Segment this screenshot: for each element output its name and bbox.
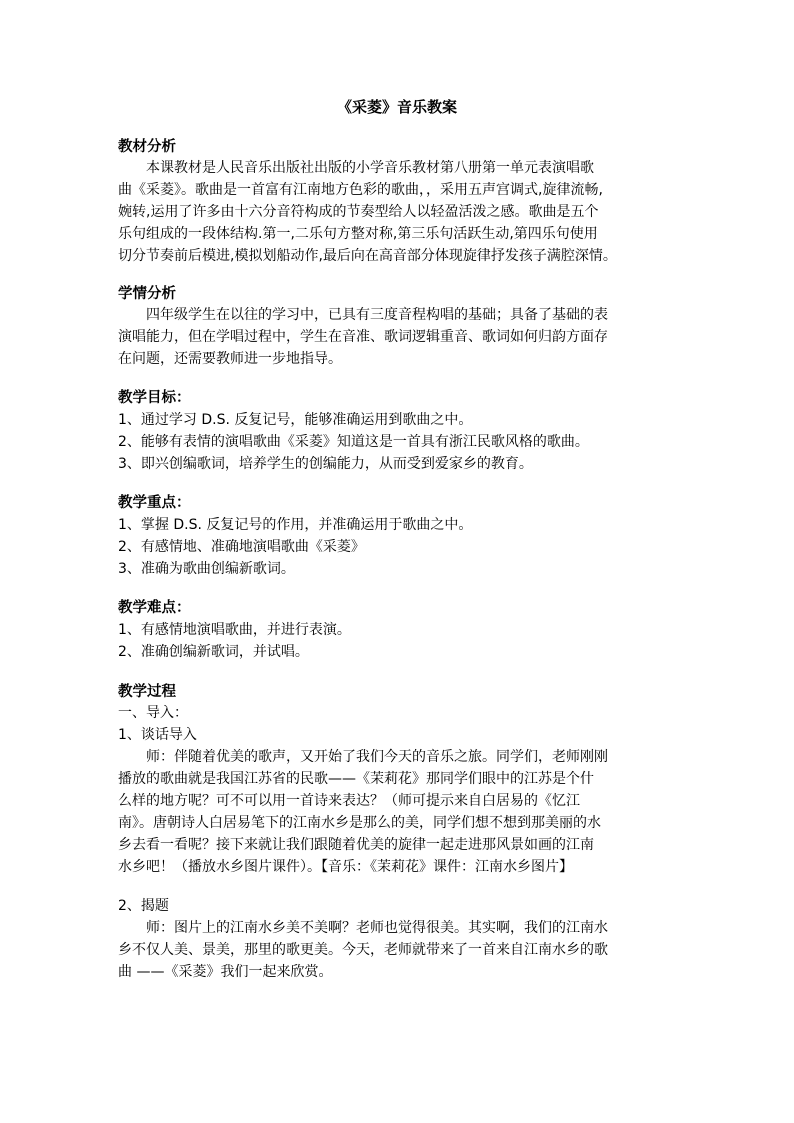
textbook-analysis-line: 婉转,运用了许多由十六分音符构成的节奏型给人以轻盈活泼之感。歌曲是五个 <box>118 204 599 220</box>
textbook-analysis-line: 乐句组成的一段体结构.第一,二乐句方整对称,第三乐句活跃生动,第四乐句使用 <box>118 226 598 242</box>
heading-student-analysis: 学情分析 <box>118 286 176 302</box>
teaching-focus-item: 2、有感情地、准确地演唱歌曲《采菱》 <box>118 539 365 555</box>
student-analysis-line: 在问题，还需要教师进一步地指导。 <box>118 351 342 367</box>
process-reveal-line: 乡不仅人美、景美，那里的歌更美。今天，老师就带来了一首来自江南水乡的歌 <box>118 942 608 958</box>
teaching-goal-item: 3、即兴创编歌词，培养学生的创编能力，从而受到爱家乡的教育。 <box>118 456 533 472</box>
document-title: 《采菱》音乐教案 <box>336 98 457 116</box>
process-intro-line: 播放的歌曲就是我国江苏省的民歌——《茉莉花》那同学们眼中的江苏是个什 <box>118 771 594 787</box>
teaching-focus-item: 3、准确为歌曲创编新歌词。 <box>118 561 295 577</box>
process-intro-line: 南》。唐朝诗人白居易笔下的江南水乡是那么的美，同学们想不想到那美丽的水 <box>118 815 601 831</box>
textbook-analysis-line: 曲《采菱》。歌曲是一首富有江南地方色彩的歌曲，，采用五声宫调式,旋律流畅, <box>118 182 603 198</box>
teaching-difficulty-item: 2、准确创编新歌词，并试唱。 <box>118 644 309 660</box>
teaching-goal-item: 1、通过学习 D.S. 反复记号，能够准确运用到歌曲之中。 <box>118 412 473 428</box>
process-subheading: 2、揭题 <box>118 898 169 914</box>
process-intro-line: 么样的地方呢？可不可以用一首诗来表达？（师可提示来自白居易的《忆江 <box>118 793 580 809</box>
process-subheading: 1、谈话导入 <box>118 727 197 743</box>
textbook-analysis-line: 切分节奏前后模进,模拟划船动作,最后向在高音部分体现旋律抒发孩子满腔深情。 <box>118 248 617 264</box>
heading-teaching-process: 教学过程 <box>118 684 176 700</box>
student-analysis-line: 四年级学生在以往的学习中，已具有三度音程构唱的基础；具备了基础的表 <box>146 307 608 323</box>
teaching-goal-item: 2、能够有表情的演唱歌曲《采菱》知道这是一首具有浙江民歌风格的歌曲。 <box>118 434 589 450</box>
process-intro-line: 师：伴随着优美的歌声，又开始了我们今天的音乐之旅。同学们，老师刚刚 <box>146 749 608 765</box>
heading-teaching-focus: 教学重点： <box>118 495 191 511</box>
teaching-difficulty-item: 1、有感情地演唱歌曲，并进行表演。 <box>118 622 351 638</box>
process-reveal-line: 师：图片上的江南水乡美不美啊？老师也觉得很美。其实啊，我们的江南水 <box>146 920 608 936</box>
heading-teaching-difficulties: 教学难点： <box>118 600 191 616</box>
textbook-analysis-line: 本课教材是人民音乐出版社出版的小学音乐教材第八册第一单元表演唱歌 <box>146 160 594 176</box>
teaching-focus-item: 1、掌握 D.S. 反复记号的作用，并准确运用于歌曲之中。 <box>118 517 473 533</box>
process-intro-line: 水乡吧！（播放水乡图片课件）。【音乐：《茉莉花》课件：江南水乡图片】 <box>118 859 573 875</box>
process-intro-line: 乡去看一看呢？接下来就让我们跟随着优美的旋律一起走进那风景如画的江南 <box>118 837 594 853</box>
heading-textbook-analysis: 教材分析 <box>118 139 176 155</box>
student-analysis-line: 演唱能力，但在学唱过程中，学生在音准、歌词逻辑重音、歌词如何归韵方面存 <box>118 329 608 345</box>
process-reveal-line: 曲 ——《采菱》我们一起来欣赏。 <box>118 964 333 980</box>
heading-teaching-goals: 教学目标： <box>118 390 191 406</box>
process-subheading: 一、导入： <box>118 705 188 721</box>
